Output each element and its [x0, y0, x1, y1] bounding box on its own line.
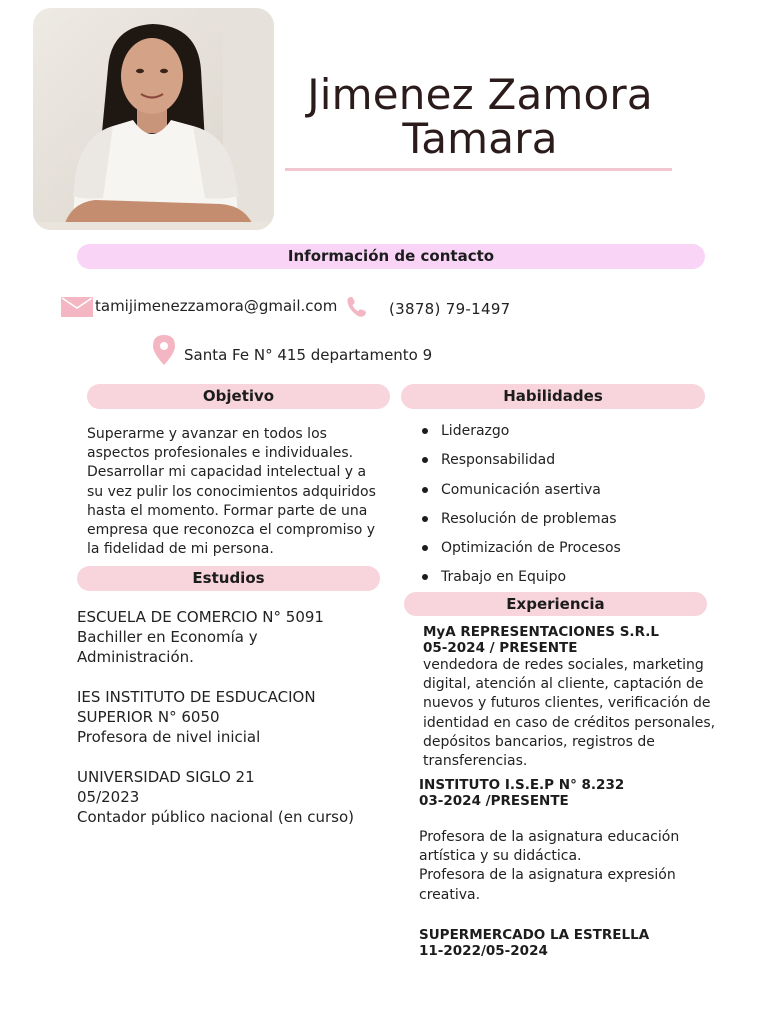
profile-photo: [33, 8, 274, 230]
objective-heading: Objetivo: [87, 384, 390, 409]
experience-company: INSTITUTO I.S.E.P N° 8.232: [419, 777, 625, 793]
objective-line: hasta el momento. Formar parte de una: [87, 502, 368, 519]
experience-entry: [419, 777, 739, 905]
skill-item: Liderazgo: [418, 420, 718, 449]
experience-period: 11-2022/05-2024: [419, 943, 548, 959]
study-line: 05/2023: [77, 788, 140, 806]
study-entry: [77, 767, 377, 827]
study-line: Bachiller en Economía y: [77, 628, 258, 646]
experience-description: [423, 656, 743, 771]
study-entry: [77, 607, 377, 667]
candidate-name: [270, 70, 690, 163]
objective-line: Desarrollar mi capacidad intelectual y a: [87, 464, 367, 481]
experience-line: Profesora de la asignatura educación: [419, 829, 680, 845]
study-line: Contador público nacional (en curso): [77, 808, 354, 826]
name-divider: [285, 168, 672, 171]
study-line: IES INSTITUTO DE ESDUCACION: [77, 688, 316, 706]
experience-line: artística y su didáctica.: [419, 848, 582, 865]
experience-period: 03-2024 /PRESENTE: [419, 793, 569, 809]
objective-line: empresa que reconozca el compromiso y: [87, 522, 376, 539]
name-line-2: Tamara: [402, 114, 558, 163]
objective-text: [87, 425, 387, 559]
map-pin-icon: [153, 335, 175, 365]
portrait-photo-icon: [33, 8, 274, 230]
experience-line: transferencias.: [423, 753, 528, 770]
experience-heading: Experiencia: [404, 592, 707, 616]
contact-address: Santa Fe N° 415 departamento 9: [184, 346, 433, 364]
skill-item: Responsabilidad: [418, 449, 718, 478]
skill-item: Optimización de Procesos: [418, 537, 718, 566]
study-line: Administración.: [77, 648, 194, 666]
objective-line: su vez pulir los conocimientos adquiridos: [87, 483, 376, 500]
objective-line: la fidelidad de mi persona.: [87, 541, 274, 558]
experience-line: vendedora de redes sociales, marketing: [423, 657, 704, 673]
experience-line: Profesora de la asignatura expresión: [419, 867, 676, 884]
study-line: SUPERIOR N° 6050: [77, 708, 220, 726]
skill-item: Resolución de problemas: [418, 508, 718, 537]
experience-line: nuevos y futuros clientes, verificación de: [423, 695, 711, 712]
experience-entry: [423, 624, 743, 771]
study-line: Profesora de nivel inicial: [77, 728, 261, 746]
experience-line: depósitos bancarios, registros de: [423, 733, 655, 750]
contact-email[interactable]: tamijimenezzamora@gmail.com: [95, 297, 338, 315]
experience-line: identidad en caso de créditos personales,: [423, 714, 716, 731]
experience-entry: [419, 927, 739, 959]
name-line-1: Jimenez Zamora: [307, 70, 653, 119]
skills-heading: Habilidades: [401, 384, 705, 409]
phone-icon: [345, 295, 369, 319]
experience-company: SUPERMERCADO LA ESTRELLA: [419, 927, 650, 943]
study-line: ESCUELA DE COMERCIO N° 5091: [77, 608, 324, 626]
experience-description: [419, 828, 739, 905]
study-line: UNIVERSIDAD SIGLO 21: [77, 768, 255, 786]
contact-phone[interactable]: (3878) 79-1497: [389, 300, 511, 318]
experience-line: creativa.: [419, 886, 481, 903]
experience-period: 05-2024 / PRESENTE: [423, 640, 578, 656]
skill-item: Trabajo en Equipo: [418, 566, 718, 595]
skill-item: Comunicación asertiva: [418, 479, 718, 508]
objective-line: Superarme y avanzar en todos los: [87, 426, 327, 442]
experience-company: MyA REPRESENTACIONES S.R.L: [423, 624, 659, 640]
envelope-icon: [61, 297, 93, 317]
studies-heading: Estudios: [77, 566, 380, 591]
contact-heading: Información de contacto: [77, 244, 705, 269]
experience-line: digital, atención al cliente, captación de: [423, 676, 704, 693]
study-entry: [77, 687, 377, 747]
skills-list: [418, 420, 718, 596]
objective-line: aspectos profesionales e individuales.: [87, 445, 354, 462]
